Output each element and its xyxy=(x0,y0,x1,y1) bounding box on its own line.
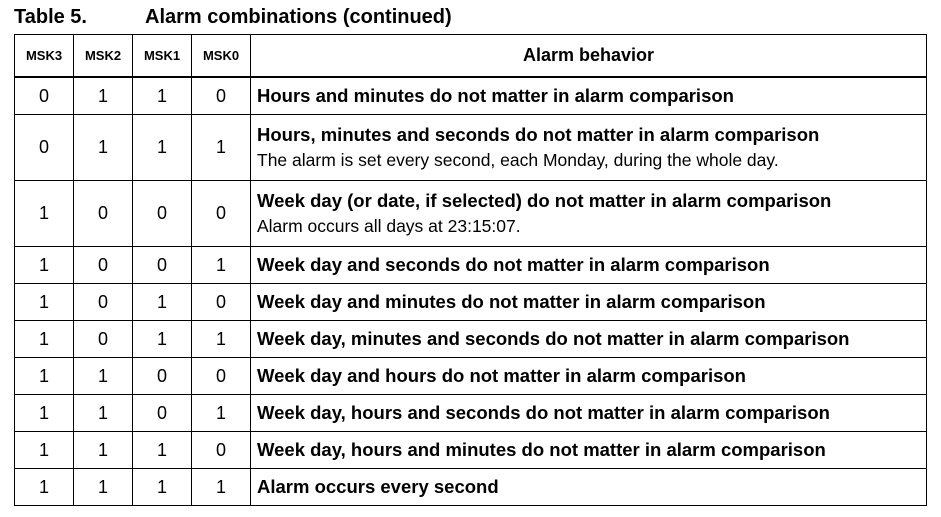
header-msk2: MSK2 xyxy=(74,35,133,78)
behavior-note: Alarm occurs all days at 23:15:07. xyxy=(257,215,521,236)
table-caption xyxy=(14,4,452,30)
msk1-cell: 1 xyxy=(133,115,192,181)
msk0-cell: 0 xyxy=(192,284,251,321)
msk2-cell: 1 xyxy=(74,77,133,115)
msk3-cell: 1 xyxy=(15,358,74,395)
msk2-cell: 1 xyxy=(74,115,133,181)
msk3-cell: 1 xyxy=(15,469,74,506)
msk0-cell: 0 xyxy=(192,181,251,247)
msk3-cell: 1 xyxy=(15,395,74,432)
behavior-text: Week day and seconds do not matter in alarm comparison xyxy=(257,254,770,275)
alarm-behavior-cell xyxy=(251,247,927,284)
table-row xyxy=(15,247,927,284)
msk2-cell: 1 xyxy=(74,469,133,506)
msk1-cell: 1 xyxy=(133,469,192,506)
msk2-cell: 0 xyxy=(74,284,133,321)
behavior-note: The alarm is set every second, each Monday, during the whole day. xyxy=(257,149,779,170)
alarm-behavior-cell xyxy=(251,395,927,432)
alarm-behavior-cell xyxy=(251,321,927,358)
header-row xyxy=(15,35,927,78)
header-msk0: MSK0 xyxy=(192,35,251,78)
table-row xyxy=(15,432,927,469)
msk2-cell: 1 xyxy=(74,358,133,395)
table-row xyxy=(15,115,927,181)
alarm-behavior-cell xyxy=(251,358,927,395)
msk0-cell: 1 xyxy=(192,247,251,284)
alarm-combinations-table xyxy=(14,34,927,506)
header-alarm-behavior: Alarm behavior xyxy=(251,35,927,78)
msk1-cell: 0 xyxy=(133,181,192,247)
msk0-cell: 0 xyxy=(192,77,251,115)
msk2-cell: 0 xyxy=(74,321,133,358)
behavior-text: Alarm occurs every second xyxy=(257,476,499,497)
msk0-cell: 1 xyxy=(192,115,251,181)
msk0-cell: 1 xyxy=(192,395,251,432)
table-row xyxy=(15,284,927,321)
alarm-behavior-cell xyxy=(251,284,927,321)
msk1-cell: 1 xyxy=(133,284,192,321)
behavior-text: Hours, minutes and seconds do not matter in alarm comparison xyxy=(257,123,820,145)
table-row xyxy=(15,321,927,358)
alarm-behavior-cell xyxy=(251,77,927,115)
alarm-behavior-cell xyxy=(251,115,927,181)
msk0-cell: 1 xyxy=(192,469,251,506)
table-title: Alarm combinations (continued) xyxy=(145,6,452,28)
behavior-text: Hours and minutes do not matter in alarm comparison xyxy=(257,85,734,106)
msk1-cell: 1 xyxy=(133,432,192,469)
msk3-cell: 0 xyxy=(15,115,74,181)
header-msk1: MSK1 xyxy=(133,35,192,78)
msk1-cell: 1 xyxy=(133,77,192,115)
msk1-cell: 0 xyxy=(133,247,192,284)
msk3-cell: 1 xyxy=(15,432,74,469)
table-row xyxy=(15,181,927,247)
msk3-cell: 1 xyxy=(15,321,74,358)
msk2-cell: 0 xyxy=(74,247,133,284)
table-row xyxy=(15,395,927,432)
msk2-cell: 1 xyxy=(74,432,133,469)
msk0-cell: 1 xyxy=(192,321,251,358)
msk3-cell: 1 xyxy=(15,247,74,284)
msk1-cell: 0 xyxy=(133,395,192,432)
msk0-cell: 0 xyxy=(192,432,251,469)
alarm-behavior-cell xyxy=(251,469,927,506)
msk2-cell: 1 xyxy=(74,395,133,432)
alarm-behavior-cell xyxy=(251,181,927,247)
table-row xyxy=(15,358,927,395)
behavior-text: Week day and minutes do not matter in alarm comparison xyxy=(257,291,766,312)
table-row xyxy=(15,469,927,506)
table-number: Table 5. xyxy=(14,6,87,28)
header-msk3: MSK3 xyxy=(15,35,74,78)
table-row xyxy=(15,77,927,115)
msk3-cell: 1 xyxy=(15,284,74,321)
msk1-cell: 1 xyxy=(133,321,192,358)
behavior-text: Week day, hours and seconds do not matter in alarm comparison xyxy=(257,402,830,423)
behavior-text: Week day, hours and minutes do not matter in alarm comparison xyxy=(257,439,826,460)
behavior-text: Week day and hours do not matter in alarm comparison xyxy=(257,365,746,386)
msk2-cell: 0 xyxy=(74,181,133,247)
alarm-behavior-cell xyxy=(251,432,927,469)
behavior-text: Week day, minutes and seconds do not matter in alarm comparison xyxy=(257,328,850,349)
msk3-cell: 0 xyxy=(15,77,74,115)
msk3-cell: 1 xyxy=(15,181,74,247)
msk1-cell: 0 xyxy=(133,358,192,395)
msk0-cell: 0 xyxy=(192,358,251,395)
behavior-text: Week day (or date, if selected) do not matter in alarm comparison xyxy=(257,189,832,211)
